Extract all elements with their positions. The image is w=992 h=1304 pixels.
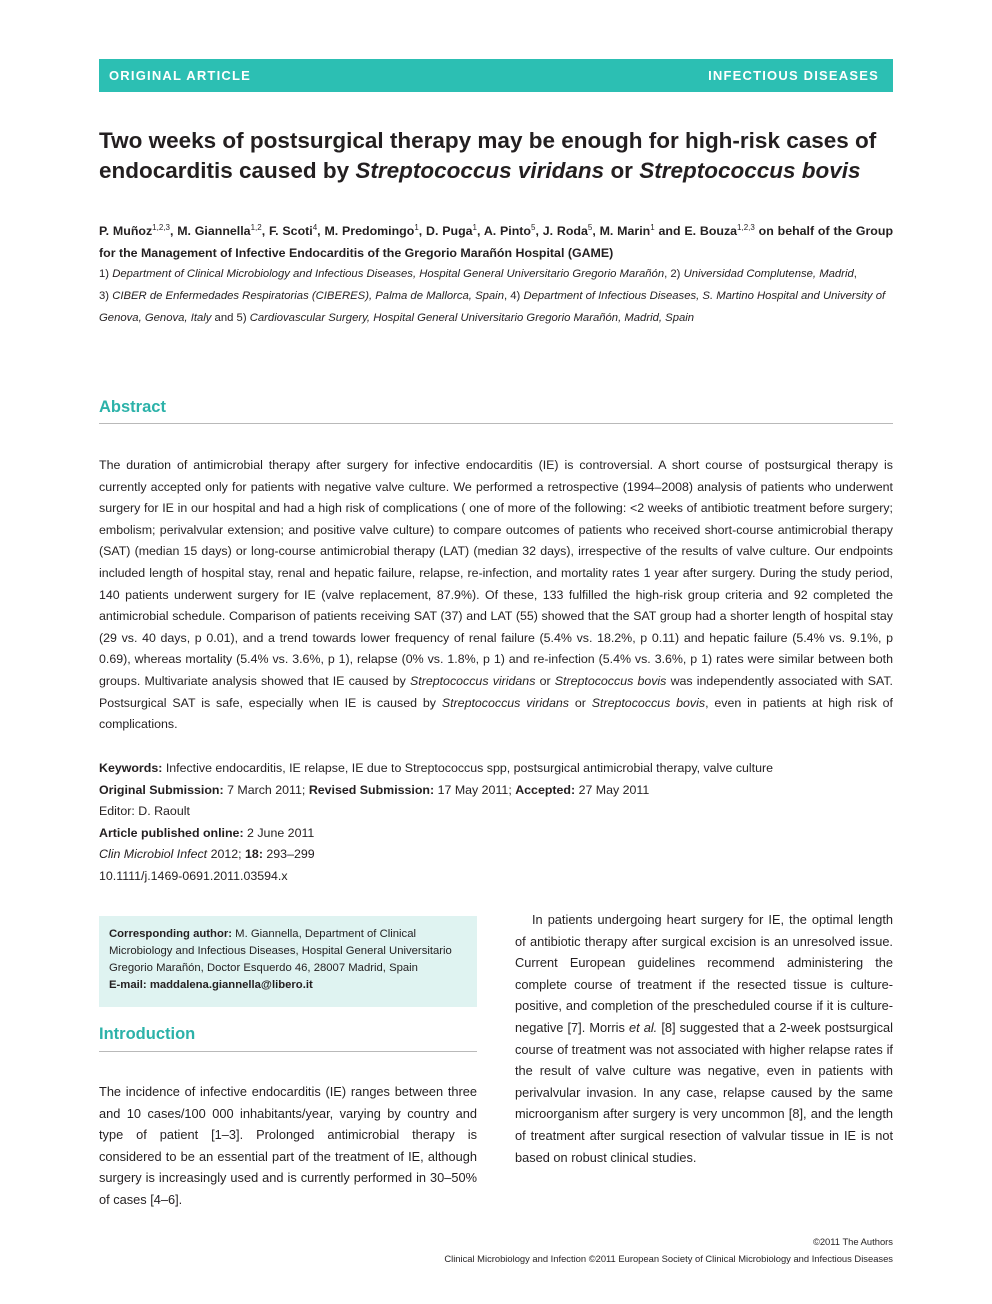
author-name: M. Marin: [599, 224, 651, 238]
article-metadata: [99, 758, 893, 888]
corresponding-author-address: M. Giannella, Department of Clinical Microbiology and Infectious Diseases, Hospital General Universitario Gregorio Marañón, Doctor Esquerdo 46, 28007 Madrid, Spain: [109, 928, 452, 974]
keywords-label: Keywords:: [99, 761, 163, 775]
affiliation-separator: ,: [664, 268, 671, 280]
published-row: [99, 823, 893, 845]
paragraph-text: In patients undergoing heart surgery for IE, the optimal length of antibiotic therapy after surgical excision is an unresolved issue. Current European guidelines recommend administering the complete course of treatment if the resected tissue is culture-positive, and completion of the prescheduled course if it is culture-negative [7]. Morris: [515, 912, 893, 1035]
paragraph-text: [8] suggested that a 2-week postsurgical course of treatment was not associated with higher relapse rates if the result of valve culture was negative, even in patients with perivalvular invasion. In any case, relapse caused by the same microorganism after surgery is very uncommon [8], and the length of treatment after surgical resection of valvular tissue in IE is not based on robust clinical studies.: [515, 1019, 893, 1165]
article-header-bar: [99, 59, 893, 92]
author-affiliation-marker: 1,2,3: [152, 223, 170, 232]
author-affiliation-marker: 1: [650, 223, 655, 232]
author-name: A. Pinto: [483, 224, 531, 238]
introduction-paragraph: The incidence of infective endocarditis (IE) ranges between three and 10 cases/100 000 inhabitants/year, varying by country and type of patient [1–3]. Prolonged antimicrobial therapy is considered to be an essential part of the treatment of IE, although surgery is increasingly used and is currently performed in 30–50% of cases [4–6].: [99, 1084, 477, 1207]
author-separator: ,: [535, 224, 543, 238]
author-separator: ,: [592, 224, 600, 238]
doi[interactable]: 10.1111/j.1469-0691.2011.03594.x: [99, 868, 288, 883]
abstract-organism: Streptococcus bovis: [554, 673, 667, 688]
title-joiner: or: [604, 158, 640, 183]
article-type-label: ORIGINAL ARTICLE: [109, 68, 251, 83]
subject-label: INFECTIOUS DISEASES: [708, 68, 879, 83]
author-affiliation-marker: 1: [414, 223, 419, 232]
copyright-journal: Clinical Microbiology and Infection ©2011 European Society of Clinical Microbiology and Infectious Diseases: [444, 1253, 893, 1264]
author-name: M. Predomingo: [324, 224, 415, 238]
affiliation-number: 3): [99, 290, 113, 302]
affiliation-number: 2): [670, 268, 684, 280]
abstract-text-part: , even in patients at high risk of complications.: [99, 695, 893, 732]
affiliation-separator: ,: [503, 290, 511, 302]
citation-year: 2012;: [207, 847, 246, 862]
editor-row: Editor: D. Raoult: [99, 804, 190, 819]
author-separator: ,: [169, 224, 178, 238]
title-organism-2: Streptococcus bovis: [639, 158, 861, 183]
title-text: Two weeks of postsurgical therapy may be enough for high-risk cases of endocarditis caused by: [99, 128, 877, 183]
abstract-organism: Streptococcus viridans: [410, 673, 536, 688]
author-separator: ,: [418, 224, 427, 238]
affiliation-text: Universidad Complutense, Madrid: [683, 268, 854, 280]
abstract-text-part: The duration of antimicrobial therapy after surgery for infective endocarditis (IE) is controversial. A short course of postsurgical therapy is currently accepted only for patients with negative valve culture. We performed a retrospective (1994–2008) analysis of patients who underwent surgery for IE in our hospital and had a high risk of complications ( one of more of the following: <2 weeks of antibiotic treatment before surgery; embolism; perivalvular extension; and positive valve culture) to compare outcomes of patients who received short-course antimicrobial therapy (SAT) (median 15 days) or long-course antimicrobial therapy (LAT) (median 32 days), irrespective of the results of valve culture. Our endpoints included length of hospital stay, renal and hepatic failure, relapse, re-infection, and mortality rates 1 year after surgery. During the study period, 140 patients underwent surgery for IE (valve replacement, 87.9%). Of these, 133 fulfilled the high-risk group criteria and 92 completed the antimicrobial schedule. Comparison of patients receiving SAT (37) and LAT (55) showed that the SAT group had a shorter length of hospital stay (29 vs. 40 days, p 0.01), and a trend towards lower frequency of renal failure (5.4% vs. 18.2%, p 0.11) and hepatic failure (5.4% vs. 9.1%, p 0.69), whereas mortality (5.4% vs. 3.6%, p 1), relapse (0% vs. 1.8%, p 1) and re-infection (5.4% vs. 3.6%, p 1) rates were similar between both groups. Multivariate analysis showed that IE caused by: [99, 458, 893, 688]
author-affiliation-marker: 1,2: [250, 223, 262, 232]
revised-submission-label: Revised Submission:: [308, 782, 435, 797]
introduction-heading: Introduction: [99, 1025, 477, 1052]
author-separator: ,: [261, 224, 269, 238]
journal-name: Clin Microbiol Infect: [99, 847, 208, 862]
citation-volume: 18:: [245, 847, 263, 862]
author-affiliation-marker: 5: [531, 223, 536, 232]
author-group-suffix: on behalf of the Group for the Management of Infective Endocarditis of the Gregorio Marañón Hospital (GAME): [99, 224, 894, 260]
accepted-date: 27 May 2011: [578, 782, 650, 797]
corresponding-author-label: Corresponding author:: [109, 928, 233, 940]
page-footer: [293, 1233, 893, 1267]
affiliation-text: Department of Infectious Diseases, S. Martino Hospital and University of Genova, Genova, Italy: [99, 290, 886, 324]
original-submission-date: 7 March 2011;: [227, 782, 306, 797]
keywords-row: [99, 758, 893, 780]
revised-submission-date: 17 May 2011;: [437, 782, 512, 797]
corresponding-author-box: [99, 916, 477, 1007]
abstract-text-part: was independently associated with SAT. Postsurgical SAT is safe, especially when IE is caused by: [99, 673, 893, 710]
original-submission-label: Original Submission:: [99, 782, 224, 797]
author-affiliation-marker: 4: [312, 223, 318, 232]
copyright-authors: ©2011 The Authors: [812, 1236, 893, 1247]
citation-pages: 293–299: [262, 847, 315, 862]
author-affiliation-marker: 1,2,3: [737, 223, 755, 232]
affiliations: [99, 263, 899, 329]
abstract-body: [99, 455, 893, 736]
author-name: J. Roda: [542, 224, 588, 238]
author-list: [99, 220, 893, 264]
abstract-organism: Streptococcus viridans: [441, 695, 569, 710]
published-date: 2 June 2011: [247, 825, 315, 840]
author-affiliation-marker: 5: [587, 223, 593, 232]
author-name: E. Bouza: [684, 224, 738, 238]
published-label: Article published online:: [99, 825, 244, 840]
author-separator: ,: [317, 224, 325, 238]
author-name: F. Scoti: [268, 224, 313, 238]
affiliation-text: Department of Clinical Microbiology and Infectious Diseases, Hospital General Universitario Gregorio Marañón: [112, 268, 665, 280]
affiliation-separator: ,: [853, 268, 857, 280]
affiliation-number: 5): [236, 312, 250, 324]
author-separator: and: [654, 224, 685, 238]
right-column-paragraph: [515, 909, 893, 1168]
et-al: et al.: [628, 1019, 658, 1035]
author-separator: ,: [477, 224, 484, 238]
affiliation-number: 4): [510, 290, 524, 302]
affiliation-separator: and: [211, 312, 237, 324]
abstract-text-part: or: [568, 695, 592, 710]
accepted-label: Accepted:: [515, 782, 576, 797]
abstract-text-part: or: [535, 673, 555, 688]
title-organism-1: Streptococcus viridans: [355, 158, 605, 183]
body-paragraph: [515, 909, 893, 1168]
affiliation-number: 1): [99, 268, 113, 280]
abstract-heading: Abstract: [99, 398, 893, 424]
email-link[interactable]: maddalena.giannella@libero.it: [149, 979, 313, 991]
author-name: M. Giannella: [177, 224, 251, 238]
affiliation-text: CIBER de Enfermedades Respiratorias (CIBERES), Palma de Mallorca, Spain: [112, 290, 504, 302]
email-label: E-mail:: [109, 979, 147, 991]
affiliation-text: Cardiovascular Surgery, Hospital General Universitario Gregorio Marañón, Madrid, Spain: [249, 312, 695, 324]
article-title: [99, 126, 899, 186]
submission-row: [99, 780, 893, 802]
keywords-value: Infective endocarditis, IE relapse, IE due to Streptococcus spp, postsurgical antimicrobial therapy, valve culture: [165, 761, 774, 775]
abstract-organism: Streptococcus bovis: [591, 695, 706, 710]
author-name: P. Muñoz: [99, 224, 153, 238]
author-affiliation-marker: 1: [472, 223, 477, 232]
citation-row: [99, 844, 893, 866]
author-names: [99, 224, 759, 238]
author-name: D. Puga: [426, 224, 473, 238]
